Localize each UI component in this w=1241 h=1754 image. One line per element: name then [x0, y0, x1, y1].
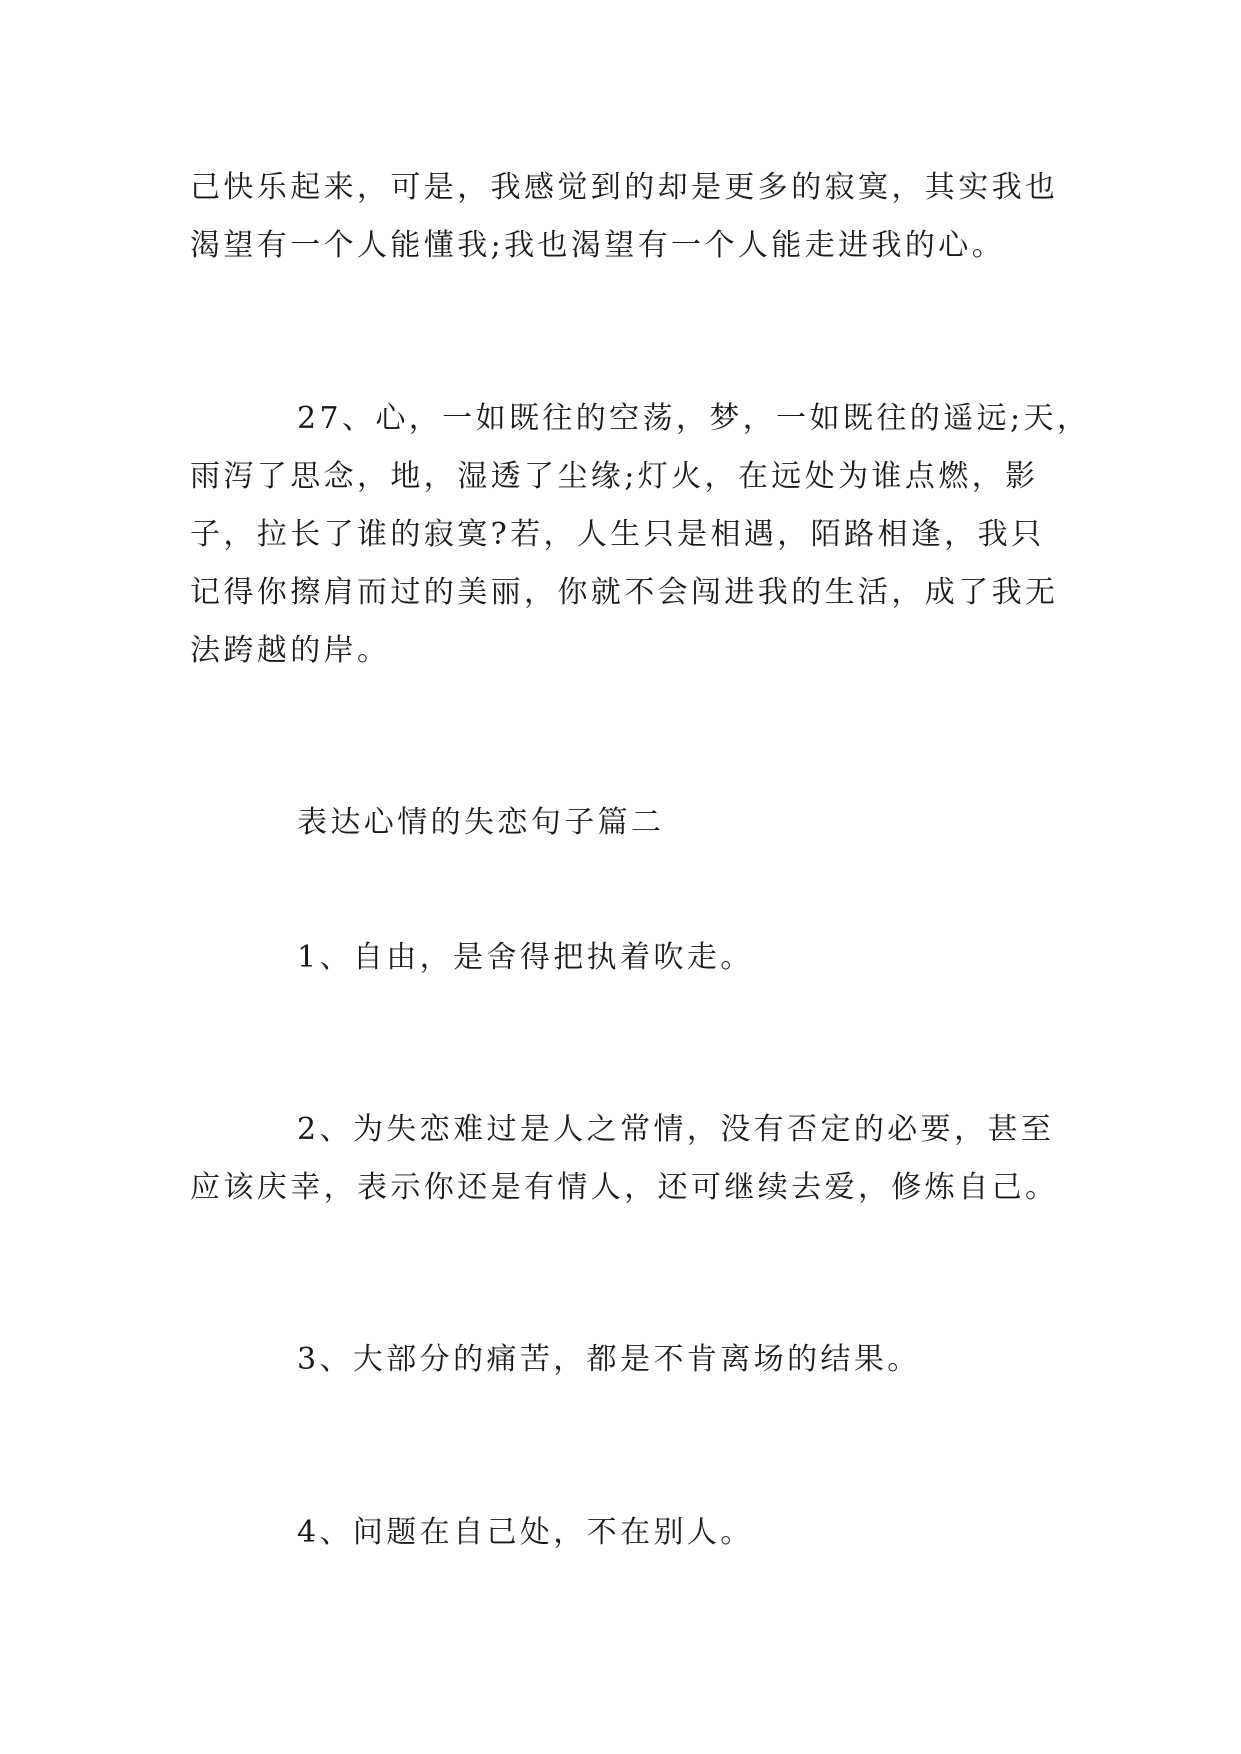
list-item-4: 4、问题在自己处，不在别人。 — [297, 1515, 754, 1550]
text-line: 法跨越的岸。 — [190, 633, 391, 668]
section-heading: 表达心情的失恋句子篇二 — [297, 805, 665, 840]
text-line: 记得你擦肩而过的美丽，你就不会闯进我的生活，成了我无 — [190, 575, 1059, 610]
text-line: 27、心，一如既往的空荡，梦，一如既往的遥远;天， — [297, 401, 1091, 436]
text-line: 己快乐起来，可是，我感觉到的却是更多的寂寞，其实我也 — [190, 170, 1059, 205]
text-line: 2、为失恋难过是人之常情，没有否定的必要，甚至 — [297, 1112, 1055, 1147]
text-line: 雨泻了思念，地，湿透了尘缘;灯火，在远处为谁点燃，影 — [190, 459, 1039, 494]
text-line: 子，拉长了谁的寂寞?若，人生只是相遇，陌路相逢，我只 — [190, 517, 1045, 552]
list-item-1: 1、自由，是舍得把执着吹走。 — [297, 940, 754, 975]
list-item-3: 3、大部分的痛苦，都是不肯离场的结果。 — [297, 1342, 921, 1377]
text-line: 应该庆幸，表示你还是有情人，还可继续去爱，修炼自己。 — [190, 1170, 1059, 1205]
text-line: 渴望有一个人能懂我;我也渴望有一个人能走进我的心。 — [190, 228, 1006, 263]
